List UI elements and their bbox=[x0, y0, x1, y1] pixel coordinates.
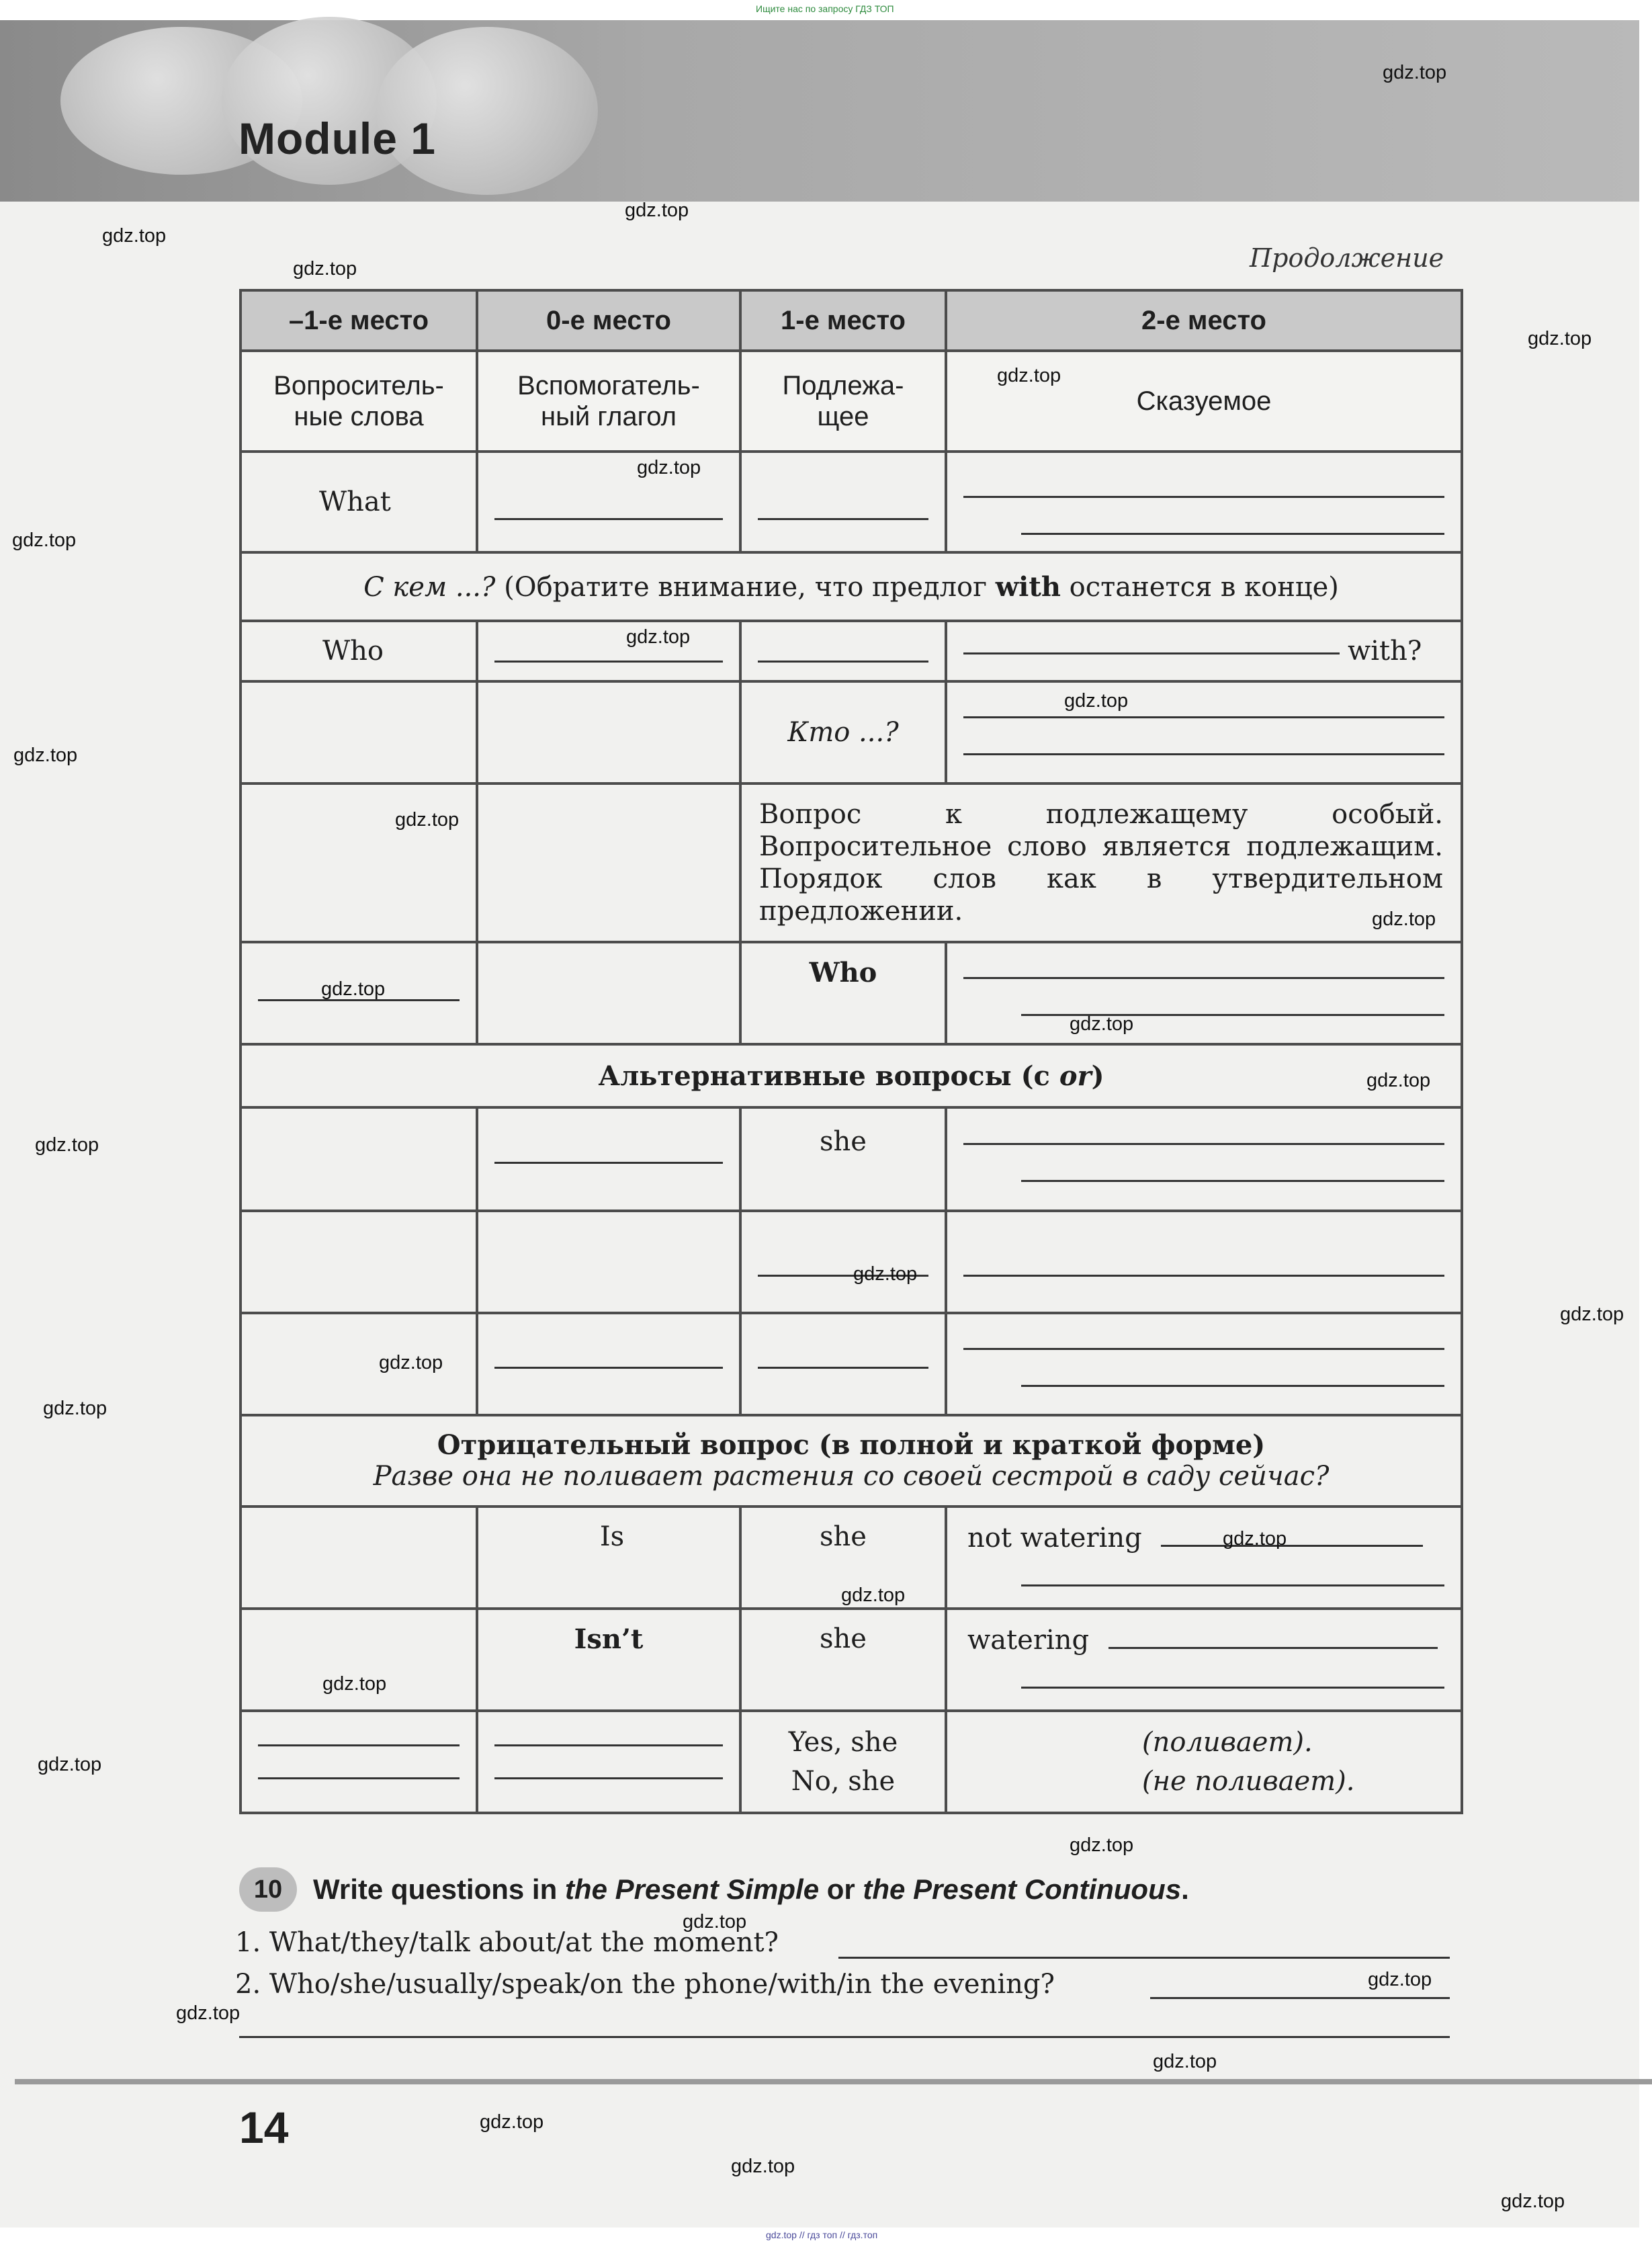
section-title-with-whom bbox=[241, 552, 1462, 621]
empty-cell bbox=[241, 1107, 477, 1211]
empty-cell bbox=[241, 681, 477, 783]
table-row bbox=[241, 1107, 1462, 1211]
exercise-question-1: 1. What/they/talk about/at the moment? bbox=[235, 1927, 779, 1958]
section-title-part: or bbox=[1059, 1060, 1092, 1092]
short-answer-cell bbox=[740, 1711, 946, 1813]
answer-line[interactable] bbox=[1150, 1997, 1450, 1999]
section-title-part: (Обратите внимание, что предлог bbox=[504, 571, 988, 603]
watermark: gdz.top bbox=[1560, 1304, 1624, 1325]
answer-blank[interactable] bbox=[477, 621, 740, 681]
watermark: gdz.top bbox=[1070, 1013, 1134, 1035]
column-header: 2-е место bbox=[946, 290, 1462, 351]
column-header: –1-е место bbox=[241, 290, 477, 351]
watermark: gdz.top bbox=[480, 2111, 544, 2133]
subheader-question-words bbox=[241, 351, 477, 452]
watermark: gdz.top bbox=[322, 1673, 387, 1695]
subject-cell: she bbox=[740, 1609, 946, 1711]
answer-blank[interactable] bbox=[946, 942, 1462, 1044]
section-title-row bbox=[241, 1415, 1462, 1507]
page-number: 14 bbox=[239, 2103, 289, 2152]
exercise-title-part: . bbox=[1181, 1873, 1189, 1905]
section-title-row bbox=[241, 552, 1462, 621]
empty-cell bbox=[241, 783, 477, 942]
watermark: gdz.top bbox=[379, 1352, 443, 1373]
exercise-title-part: or bbox=[819, 1873, 863, 1905]
module-title: Module 1 bbox=[238, 114, 437, 163]
column-header: 1-е место bbox=[740, 290, 946, 351]
watermark: gdz.top bbox=[997, 365, 1061, 386]
watermark: gdz.top bbox=[102, 225, 167, 247]
subheader-label: Подлежа- щее bbox=[782, 371, 904, 431]
subheader-label: Сказуемое bbox=[1136, 386, 1272, 416]
section-title-part: Альтернативные вопросы (с bbox=[598, 1060, 1050, 1092]
answer-blank[interactable] bbox=[740, 621, 946, 681]
section-title-part: С кем ...? bbox=[363, 571, 496, 603]
watermark: gdz.top bbox=[43, 1398, 107, 1419]
bottom-note: gdz.top // гдз топ // гдз.топ bbox=[766, 2230, 878, 2240]
watermark: gdz.top bbox=[731, 2156, 795, 2177]
answer-blank[interactable] bbox=[740, 1313, 946, 1415]
table-row bbox=[241, 1211, 1462, 1313]
answer-blank[interactable] bbox=[946, 452, 1462, 552]
exercise-title-part: the Present Continuous bbox=[863, 1873, 1182, 1905]
table-subheader-row bbox=[241, 351, 1462, 452]
table-row bbox=[241, 783, 1462, 942]
subject-cell: she bbox=[740, 1107, 946, 1211]
answer-blank[interactable] bbox=[740, 452, 946, 552]
short-answer-hint: (не поливает). bbox=[1142, 1766, 1355, 1797]
table-row bbox=[241, 942, 1462, 1044]
subject-question-cell: Кто ...? bbox=[740, 681, 946, 783]
watermark: gdz.top bbox=[395, 809, 460, 831]
answer-blank[interactable] bbox=[946, 621, 1462, 681]
empty-cell bbox=[477, 681, 740, 783]
section-title-part: ) bbox=[1091, 1060, 1104, 1092]
auxiliary-cell: Is bbox=[477, 1507, 740, 1609]
predicate-text: not watering bbox=[967, 1523, 1142, 1554]
section-title-part: Отрицательный вопрос (в полной и краткой форме) bbox=[437, 1429, 1266, 1461]
continuation-label: Продолжение bbox=[1250, 243, 1444, 273]
answer-blank[interactable] bbox=[477, 1313, 740, 1415]
section-title-negative bbox=[241, 1415, 1462, 1507]
wh-word-cell: Who bbox=[241, 621, 477, 681]
section-subtitle: Разве она не поливает растения со своей сестрой в саду сейчас? bbox=[373, 1461, 1330, 1492]
empty-cell bbox=[477, 942, 740, 1044]
table-row bbox=[241, 681, 1462, 783]
subject-question-note: Вопрос к подлежащему особый. Вопросительное слово является подлежащим. Порядок слов как в утвердительном предложении. bbox=[740, 783, 1462, 942]
footer-rule bbox=[15, 2079, 1652, 2084]
answer-blank[interactable] bbox=[946, 1107, 1462, 1211]
table-row bbox=[241, 452, 1462, 552]
answer-blank[interactable] bbox=[477, 1711, 740, 1813]
answer-blank[interactable] bbox=[477, 1107, 740, 1211]
table-row bbox=[241, 1609, 1462, 1711]
watermark: gdz.top bbox=[35, 1134, 99, 1156]
empty-cell bbox=[477, 783, 740, 942]
answer-blank[interactable] bbox=[477, 452, 740, 552]
short-answer-start: No, she bbox=[791, 1766, 896, 1797]
watermark: gdz.top bbox=[625, 200, 689, 221]
answer-blank[interactable] bbox=[241, 1711, 477, 1813]
watermark: gdz.top bbox=[176, 2002, 241, 2024]
watermark: gdz.top bbox=[853, 1263, 918, 1285]
subject-cell: she bbox=[740, 1507, 946, 1609]
predicate-cell bbox=[946, 1507, 1462, 1609]
subheader-label: Вспомогатель- ный глагол bbox=[517, 371, 700, 431]
watermark: gdz.top bbox=[1501, 2191, 1565, 2212]
answer-blank[interactable] bbox=[946, 1313, 1462, 1415]
flower-petal-decoration bbox=[376, 27, 598, 195]
top-note: Ищите нас по запросу ГДЗ ТОП bbox=[756, 3, 894, 14]
watermark: gdz.top bbox=[12, 529, 77, 551]
answer-line[interactable] bbox=[838, 1957, 1450, 1959]
watermark: gdz.top bbox=[38, 1754, 102, 1775]
watermark: gdz.top bbox=[1372, 908, 1436, 930]
watermark: gdz.top bbox=[1383, 62, 1447, 83]
empty-cell bbox=[241, 1507, 477, 1609]
watermark: gdz.top bbox=[1528, 328, 1592, 349]
column-header: 0-е место bbox=[477, 290, 740, 351]
watermark: gdz.top bbox=[1368, 1969, 1432, 1990]
with-ending: with? bbox=[1348, 636, 1422, 667]
short-answer-completion bbox=[946, 1711, 1462, 1813]
exercise-title bbox=[313, 1873, 1189, 1906]
section-title-part: with bbox=[995, 570, 1061, 603]
watermark: gdz.top bbox=[683, 1911, 747, 1933]
watermark: gdz.top bbox=[626, 626, 691, 648]
watermark: gdz.top bbox=[293, 258, 357, 280]
subject-who-cell: Who bbox=[740, 942, 946, 1044]
answer-line[interactable] bbox=[239, 2036, 1450, 2038]
answer-blank[interactable] bbox=[946, 681, 1462, 783]
exercise-question-2: 2. Who/she/usually/speak/on the phone/with/in the evening? bbox=[235, 1969, 1055, 2000]
watermark: gdz.top bbox=[637, 457, 701, 478]
empty-cell bbox=[241, 1211, 477, 1313]
exercise-title-part: Write questions in bbox=[313, 1873, 565, 1905]
predicate-text: watering bbox=[967, 1625, 1090, 1656]
subheader-subject bbox=[740, 351, 946, 452]
section-title-alternative bbox=[241, 1044, 1462, 1107]
watermark: gdz.top bbox=[1070, 1834, 1134, 1856]
table-row bbox=[241, 621, 1462, 681]
answer-blank[interactable] bbox=[946, 1211, 1462, 1313]
empty-cell bbox=[241, 1609, 477, 1711]
predicate-cell bbox=[946, 1609, 1462, 1711]
watermark: gdz.top bbox=[1366, 1070, 1431, 1091]
watermark: gdz.top bbox=[1064, 690, 1129, 712]
watermark: gdz.top bbox=[321, 978, 386, 1000]
auxiliary-cell: Isn’t bbox=[477, 1609, 740, 1711]
watermark: gdz.top bbox=[1153, 2051, 1217, 2072]
subheader-auxiliary bbox=[477, 351, 740, 452]
watermark: gdz.top bbox=[1223, 1528, 1287, 1550]
empty-cell bbox=[477, 1211, 740, 1313]
section-title-row bbox=[241, 1044, 1462, 1107]
short-answer-hint: (поливает). bbox=[1142, 1727, 1313, 1758]
exercise-number-badge: 10 bbox=[239, 1867, 297, 1912]
watermark: gdz.top bbox=[13, 745, 78, 766]
subheader-label: Вопроситель- ные слова bbox=[273, 371, 444, 431]
section-title-part: останется в конце) bbox=[1069, 571, 1339, 603]
answer-blank[interactable] bbox=[740, 1211, 946, 1313]
table-row bbox=[241, 1711, 1462, 1813]
exercise-title-part: the Present Simple bbox=[564, 1873, 820, 1905]
wh-word-cell: What bbox=[241, 452, 477, 552]
short-answer-start: Yes, she bbox=[788, 1727, 898, 1758]
watermark: gdz.top bbox=[841, 1584, 906, 1606]
table-header-row bbox=[241, 290, 1462, 351]
